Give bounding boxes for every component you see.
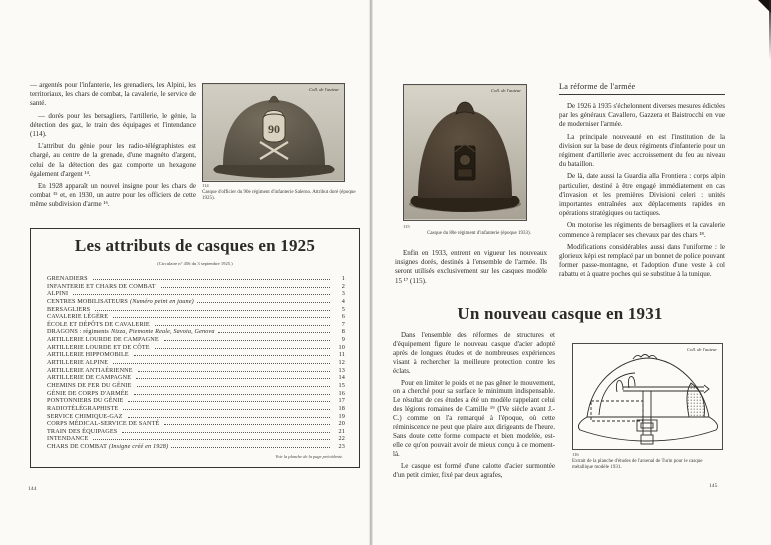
paragraph: De là, date aussi la Guardia alla Frontiera : corps alpin particulier, destiné à être engagé immédiatement en cas d'invasion et les premières Divisioni celeri : unités importantes entraînées aux déplacements rapides en opérations stratégiques ou tactiques. [559,172,725,218]
row-label: ÉCOLE ET DÉPÔTS DE CAVALERIE [47,320,150,328]
table-row [47,344,345,352]
helmet-photo-115 [403,84,527,221]
drawing-caption: Extrait de la planche d'études de l'arsenal de Turin pour le casque métallique modèle 1931. [572,459,703,471]
table-row [47,443,345,451]
reform-section [559,82,725,283]
paragraph: Modifications considérables aussi dans l'uniforme : le glorieux képi est remplacé par un bonnet de police pouvant former passe-montagne, et l'adoption d'une veste à col rabattu et à quatre poches qui se substitue à la tunique. [559,242,725,279]
page-number-left: 144 [28,486,37,492]
row-label: ARTILLERIE DE CAMPAGNE [47,374,132,382]
dot-leader [164,423,330,425]
row-number: 15 [338,381,345,389]
row-number: 14 [338,374,345,382]
page-spine [369,0,373,545]
row-number: 13 [338,366,345,374]
drawing-credit: Coll. de l'auteur [687,347,717,352]
row-label: GÉNIE DE CORPS D'ARMÉE [47,389,129,397]
dot-leader [134,354,330,356]
paragraph: Enfin en 1933, entrent en vigueur les nouveaux insignes dorés, destinés à l'ensemble de l'armée. Ils seront utilisés exclusivement sur les casques modèle 15 ¹⁷ (115). [395,249,547,285]
dot-leader [122,431,330,433]
row-number: 7 [341,320,345,328]
table-footnote: Voir la planche de la page précédente. [275,453,343,459]
table-row [47,397,345,405]
helmet-photo-114 [202,83,345,182]
paragraph: On motorise les régiments de bersagliers et la cavalerie commence à remplacer ses chevaux par des chars ¹⁸. [559,221,725,239]
row-number: 3 [341,290,345,298]
row-label: INTENDANCE [47,435,89,443]
section-rule [559,94,725,95]
row-number: 22 [338,435,345,443]
row-label: CENTRES MOBILISATEURS [47,297,129,305]
table-title: Les attributs de casques en 1925 [74,236,316,255]
dot-leader [161,286,330,288]
row-note: (Numéro peint en jaune) [130,297,194,305]
row-number: 2 [341,282,345,290]
row-number: 1 [341,275,345,282]
row-label: ARTILLERIE HIPPOMOBILE [47,351,129,359]
row-number: 21 [338,427,345,435]
photo-credit: Coll. de l'auteur [309,87,339,92]
dot-leader [113,362,330,364]
photo-caption: Casque du 80e régiment d'infanterie (époque 1933). [427,231,531,236]
dot-leader [171,446,330,448]
dot-leader [95,309,330,311]
dot-leader [197,301,330,303]
dot-leader [155,324,330,326]
row-label: BERSAGLIERS [47,305,91,313]
table-row [47,374,345,382]
dot-leader [137,385,330,387]
reform-paragraphs [559,102,725,280]
row-label: SERVICE CHIMIQUE-GAZ [47,412,123,420]
new-helmet-column [393,331,555,483]
table-row [47,359,345,367]
table-row [47,328,345,336]
row-label: ALPINI [47,290,69,298]
table-row [47,351,345,359]
dot-leader [155,347,330,349]
row-label: CHARS DE COMBAT [47,443,108,451]
table-row [47,321,345,329]
dot-leader [93,278,330,280]
row-label: ARTILLERIE ANTIAÉRIENNE [47,366,133,374]
dot-leader [218,331,330,333]
table-row [47,367,345,375]
row-label: RADIOTÉLÉGRAPHISTE [47,404,119,412]
table-row [47,283,345,291]
dot-leader [136,377,330,379]
paragraph: — argentés pour l'infanterie, les grenadiers, les Alpini, les territoriaux, les chars de combat, la cavalerie, le service de santé. [30,81,196,108]
paragraph: Pour en limiter le poids et ne pas gêner le mouvement, on a cherché pour sa surface le minimum indispensable. Le résultat de ces études a été un modèle rappelant celui des légions romaines de Camille ¹⁹ (IVe siècle avant J.-C.) comme on l'a remarqué à l'époque, où cette réminiscence ne peut que plaire aux dirigeants de l'heure. Sans doute cette forme compacte et bien modelée, est-elle ce qu'on pouvait avoir de mieux conçu à ce moment-là. [393,378,555,458]
paragraph: En 1928 apparaît un nouvel insigne pour les chars de combat ¹⁵ et, en 1930, un autre pour les officiers de cette même subdivision d'arme ¹⁶. [30,182,196,209]
paragraph: L'attribut du génie pour les radio-télégraphistes est chargé, au centre de la grenade, d'une magnéto d'argent, celui de la détection des gaz comporte un hexagone également d'argent ¹⁴. [30,142,196,178]
row-label: DRAGONS : régiments [47,328,109,336]
row-number: 11 [338,351,345,359]
helmet-cross-section [573,344,722,449]
table-row [47,275,345,283]
paragraph: Le casque est formé d'une calotte d'acier surmontée d'un petit cimier, fixé par deux agrafes, [393,461,555,479]
row-number: 12 [338,359,345,367]
dot-leader [93,438,330,440]
paragraph: Dans l'ensemble des réformes de structures et d'équipement figure le nouveau casque d'acier adopté après de longues études et de nombreuses expériences visant à rechercher la meilleure protection contre les éclats. [393,331,555,375]
dot-leader [73,293,330,295]
helmet-study-drawing [572,343,723,450]
dot-leader [128,416,330,418]
row-label: INFANTERIE ET CHARS DE COMBAT [47,282,156,290]
table-row [47,435,345,443]
chapter-title: Un nouveau casque en 1931 [457,304,663,323]
section-title: La réforme de l'armée [559,82,636,91]
paragraph: De 1926 à 1935 s'échelonnent diverses mesures édictées par les généraux Cavallero, Gazzera et Baistrocchi en vue de moderniser l'armée. [559,102,725,129]
figure-number: 114 [202,183,209,188]
row-number: 10 [338,343,345,351]
row-label: ARTILLERIE LOURDE DE CAMPAGNE [47,336,159,344]
row-note: (Insigne créé en 1928) [109,443,169,451]
dot-leader [123,408,330,410]
attributes-table [30,228,360,468]
row-number: 8 [341,328,345,336]
table-row [47,428,345,436]
table-row [47,405,345,413]
table-row [47,336,345,344]
row-label: TRAIN DES ÉQUIPAGES [47,427,118,435]
photo-caption: Casque d'officier du 90e régiment d'infanterie Salerno. Attribut doré (époque 1925). [202,190,356,202]
figure-number: 116 [572,452,579,457]
row-number: 6 [341,313,345,321]
table-row [47,298,345,306]
table-rows [47,275,345,451]
row-number: 17 [338,397,345,405]
row-number: 18 [338,404,345,412]
row-number: 4 [341,297,345,305]
dot-leader [164,339,330,341]
row-label: GRENADIERS [47,275,88,282]
dot-leader [128,400,330,402]
row-label: CORPS MÉDICAL-SERVICE DE SANTÉ [47,420,160,428]
helmet-illustration-1925 [203,84,344,181]
row-label: ARTILLERIE LOURDE ET DE CÔTE [47,343,150,351]
row-number: 5 [341,305,345,313]
table-subtitle: (Circulaire n° 456 du 3 septembre 1925.) [157,261,233,266]
row-number: 23 [338,443,345,451]
paragraph: — dorés pour les bersagliers, l'artillerie, le génie, la détection des gaz, le train des équipages et l'intendance (114). [30,111,196,139]
left-text-column [30,81,196,213]
row-label: PONTONNIERS DU GÉNIE [47,397,124,405]
row-label: ARTILLERIE ALPINE [47,359,109,367]
table-row [47,290,345,298]
dot-leader [134,393,330,395]
row-number: 16 [338,389,345,397]
table-row [47,313,345,321]
table-row [47,382,345,390]
table-row [47,420,345,428]
badge-number: 90 [268,122,280,136]
row-label: CAVALERIE LÉGÈRE [47,313,109,321]
photo-credit: Coll. de l'auteur [491,88,521,93]
intro-paragraph-block [395,249,547,289]
page-number-right: 145 [709,483,718,489]
row-number: 9 [341,336,345,344]
paragraph: La principale nouveauté en est l'institution de la division sur la base de deux régiments d'infanterie pour un régiment d'artillerie avec accroissement du feu au niveau du bataillon. [559,132,725,169]
dot-leader [113,316,330,318]
figure-number: 115 [403,224,410,229]
dot-leader [138,370,330,372]
row-label: CHEMINS DE FER DU GÉNIE [47,381,132,389]
row-number: 19 [338,412,345,420]
row-note: Nizza, Piemonte Reale, Savoia, Genova [110,328,215,336]
row-number: 20 [338,420,345,428]
helmet-illustration-1933 [404,85,526,220]
